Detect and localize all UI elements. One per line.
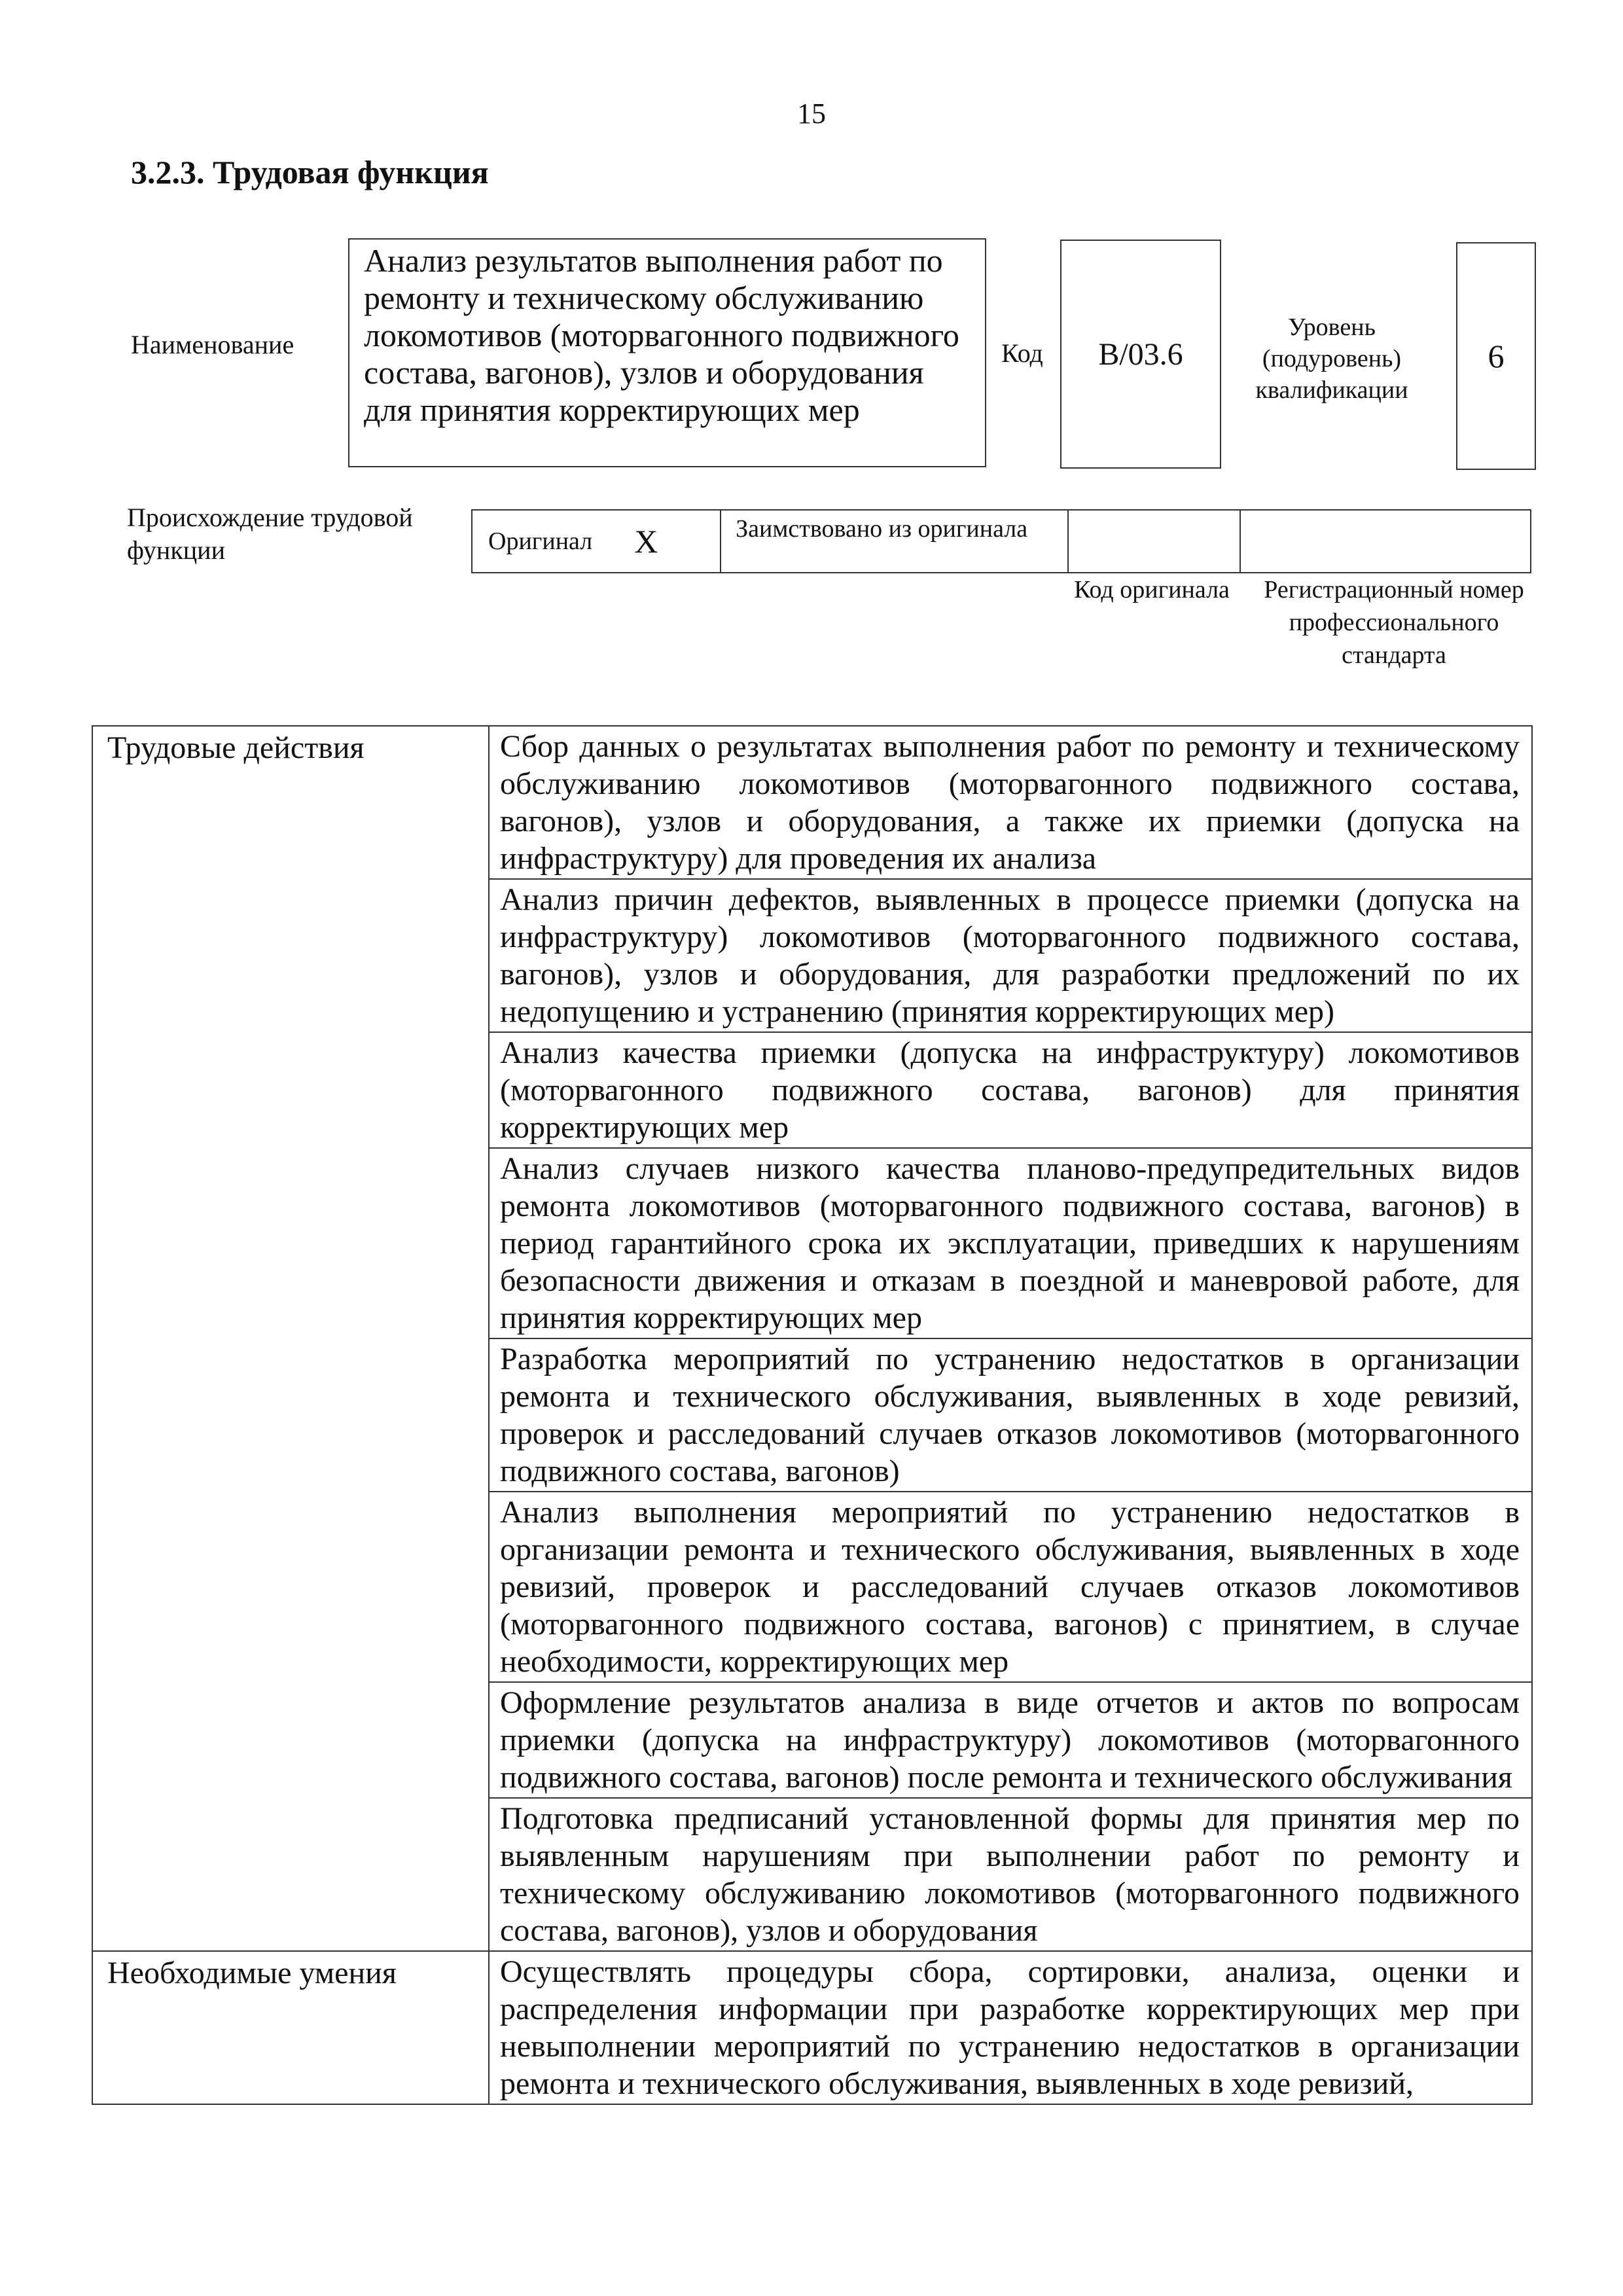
table-row	[92, 1951, 1532, 2104]
origin-original-cell	[471, 509, 721, 573]
origin-reg-number-cell	[1240, 509, 1531, 573]
table-row	[92, 726, 1532, 879]
function-details-table	[92, 725, 1533, 2105]
skills-header: Необходимые умения	[92, 1951, 489, 2104]
labor-action-item: Анализ причин дефектов, выявленных в процессе приемки (допуска на инфраструктуру) локомотивов (моторвагонного подвижного состава, вагонов), узлов и оборудования, для разработки предложений по их недопущению и устранению (принятия корректирующих мер)	[489, 879, 1532, 1032]
labor-action-item: Сбор данных о результатах выполнения работ по ремонту и техническому обслуживанию локомотивов (моторвагонного подвижного состава, вагонов), узлов и оборудования, а также их приемки (допуска на инфраструктуру) для проведения их анализа	[489, 726, 1532, 879]
code-original-caption: Код оригинала	[1074, 576, 1230, 603]
origin-label: Происхождение трудовой функции	[127, 503, 413, 565]
name-label: Наименование	[131, 330, 294, 359]
labor-actions-header: Трудовые действия	[92, 726, 489, 1951]
origin-row	[471, 509, 1531, 573]
original-label: Оригинал	[488, 528, 593, 555]
section-title: 3.2.3. Трудовая функция	[131, 154, 489, 190]
page-number: 15	[797, 98, 826, 130]
function-code-box: B/03.6	[1060, 240, 1221, 469]
reg-number-caption: Регистрационный номер профессионального стандарта	[1264, 576, 1524, 669]
labor-action-item: Оформление результатов анализа в виде отчетов и актов по вопросам приемки (допуска на инфраструктуру) локомотивов (моторвагонного подвижного состава, вагонов) после ремонта и технического обслуживания	[489, 1682, 1532, 1798]
labor-action-item: Подготовка предписаний установленной формы для принятия мер по выявленным нарушениям при выполнении работ по ремонту и техническому обслуживанию локомотивов (моторвагонного подвижного состава, вагонов), узлов и оборудования	[489, 1798, 1532, 1951]
qualification-level-box: 6	[1456, 242, 1536, 470]
labor-action-item: Анализ выполнения мероприятий по устранению недостатков в организации ремонта и технического обслуживания, выявленных в ходе ревизий, проверок и расследований случаев отказов локомотивов (моторвагонного подвижного состава, вагонов) с принятием, в случае необходимости, корректирующих мер	[489, 1492, 1532, 1682]
origin-borrowed-cell: Заимствовано из оригинала	[720, 509, 1069, 573]
labor-action-item: Анализ качества приемки (допуска на инфраструктуру) локомотивов (моторвагонного подвижного состава, вагонов) для принятия корректирующих мер	[489, 1032, 1532, 1148]
qualification-level-label: Уровень (подуровень) квалификации	[1255, 314, 1408, 404]
origin-code-cell	[1067, 509, 1241, 573]
labor-action-item: Разработка мероприятий по устранению недостатков в организации ремонта и технического обслуживания, выявленных в ходе ревизий, проверок и расследований случаев отказов локомотивов (моторвагонного подвижного состава, вагонов)	[489, 1338, 1532, 1492]
original-mark: X	[634, 523, 658, 560]
skill-item: Осуществлять процедуры сбора, сортировки, анализа, оценки и распределения информации при разработке корректирующих мер при невыполнении мероприятий по устранению недостатков в организации ремонта и технического обслуживания, выявленных в ходе ревизий,	[489, 1951, 1532, 2104]
function-name-box: Анализ результатов выполнения работ по ремонту и техническому обслуживанию локомотивов (моторвагонного подвижного состава, вагонов), узлов и оборудования для принятия корректирующих мер	[348, 238, 986, 467]
code-label: Код	[1001, 338, 1043, 368]
labor-action-item: Анализ случаев низкого качества планово-предупредительных видов ремонта локомотивов (моторвагонного подвижного состава, вагонов) в период гарантийного срока их эксплуатации, приведших к нарушениям безопасности движения и отказам в поездной и маневровой работе, для принятия корректирующих мер	[489, 1148, 1532, 1338]
